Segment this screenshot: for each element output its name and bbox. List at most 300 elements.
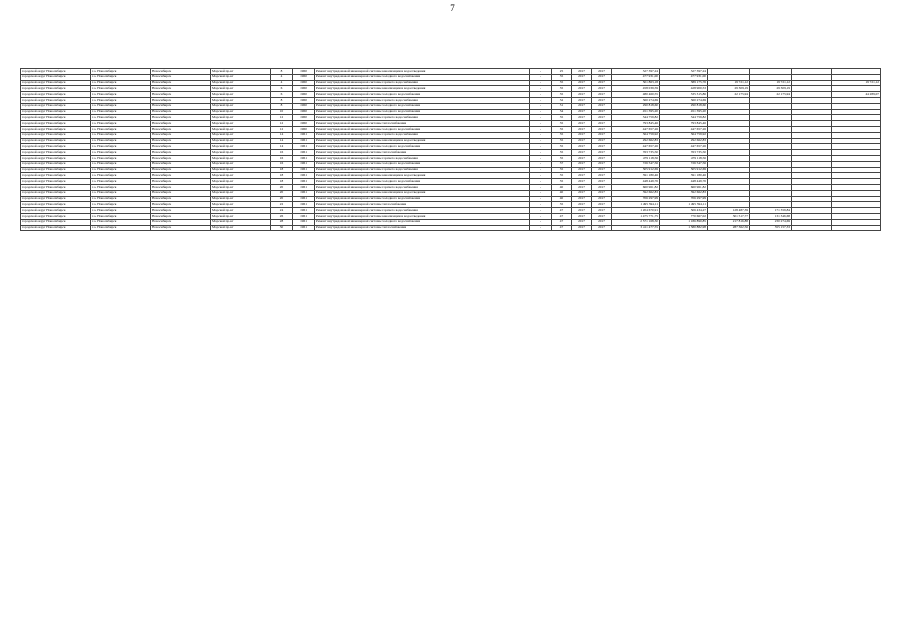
registry-table-wrapper [20,68,880,231]
table-cell: Новосибирск [151,208,211,214]
table-cell: г.о. Новосибирск [91,190,151,196]
table-cell: 30 [271,225,293,231]
table-cell: Морской пр-кт [211,86,271,92]
table-cell: 2017 [592,202,612,208]
table-cell: 35 [552,86,572,92]
table-cell: - [530,179,552,185]
table-cell: 287 362,56 [708,225,750,231]
table-cell: 35 [552,132,572,138]
table-cell: г.о. Новосибирск [91,92,151,98]
table-cell: Ремонт внутридомовой инженерной системы холодного водоснабжения [315,196,530,202]
table-cell: г.о. Новосибирск [91,184,151,190]
table-cell: Новосибирск [151,150,211,156]
table-cell: Новосибирск [151,74,211,80]
table-cell: 327 397,24 [660,69,708,75]
table-cell: городской округ Новосибирск [21,109,91,115]
table-cell: Морской пр-кт [211,219,271,225]
table-cell: 1 580 882,98 [660,225,708,231]
table-cell: Морской пр-кт [211,202,271,208]
table-cell: Новосибирск [151,167,211,173]
table-cell: 763 735,50 [612,150,660,156]
table-row [21,225,881,231]
table-cell: 1960 [293,103,315,109]
table-cell: Новосибирск [151,196,211,202]
table-cell: 447 657,26 [612,126,660,132]
table-cell: 8 [271,97,293,103]
table-cell: - [530,80,552,86]
table-cell: 2017 [572,208,592,214]
table-cell: 1960 [293,121,315,127]
table-cell: городской округ Новосибирск [21,155,91,161]
table-cell: 4 [271,74,293,80]
table-cell: 660 961,82 [660,184,708,190]
table-cell: 793 845,46 [660,121,708,127]
table-cell: 2017 [572,109,592,115]
table-cell: 1961 [293,213,315,219]
table-cell: 35 [552,80,572,86]
table-cell: 1 475 771,75 [612,213,660,219]
table-cell: Морской пр-кт [211,196,271,202]
table-cell: 458 039,59 [612,86,660,92]
table-cell: Ремонт внутридомовой инженерной системы холодного водоснабжения [315,92,530,98]
table-cell: городской округ Новосибирск [21,184,91,190]
table-cell: 2017 [572,202,592,208]
table-cell: городской округ Новосибирск [21,202,91,208]
table-cell: 505 912,69 [660,167,708,173]
table-cell: Морской пр-кт [211,126,271,132]
table-cell: - [530,155,552,161]
table-cell: Новосибирск [151,115,211,121]
table-cell: 344 759,82 [612,115,660,121]
table-cell: 29 309,19 [708,86,750,92]
table-cell: 2017 [592,225,612,231]
table-cell: - [530,196,552,202]
table-cell: Новосибирск [151,190,211,196]
table-cell: городской округ Новосибирск [21,190,91,196]
table-cell: Новосибирск [151,97,211,103]
table-cell: 660 961,82 [612,184,660,190]
table-cell: 19 721,12 [832,80,881,86]
table-cell: Новосибирск [151,213,211,219]
table-cell: 2017 [592,109,612,115]
table-cell: 477 931,00 [612,74,660,80]
table-cell: Морской пр-кт [211,225,271,231]
table-cell: 706 297,99 [612,196,660,202]
table-cell: 1961 [293,161,315,167]
table-cell: городской округ Новосибирск [21,92,91,98]
table-cell [792,225,832,231]
table-cell: 131 346,68 [750,213,792,219]
table-cell: 706 297,99 [660,196,708,202]
table-cell: 1961 [293,225,315,231]
table-cell: г.о. Новосибирск [91,219,151,225]
table-cell: городской округ Новосибирск [21,97,91,103]
table-cell: 47 [552,219,572,225]
table-cell: 506 434,27 [660,208,708,214]
table-cell: Ремонт внутридомовой инженерной системы канализации и водоотведения [315,213,530,219]
table-cell: Новосибирск [151,126,211,132]
table-cell: Морской пр-кт [211,167,271,173]
table-cell: 327 397,24 [612,69,660,75]
table-cell: 2017 [592,69,612,75]
table-cell: 35 [552,155,572,161]
table-cell: - [530,190,552,196]
table-cell: - [530,126,552,132]
table-cell: 355 157,33 [750,225,792,231]
table-cell: 35 [552,92,572,98]
table-cell: 25 [552,69,572,75]
table-cell: - [530,121,552,127]
table-cell: Морской пр-кт [211,80,271,86]
table-cell: г.о. Новосибирск [91,155,151,161]
table-cell: - [530,219,552,225]
table-cell: Новосибирск [151,144,211,150]
table-cell: городской округ Новосибирск [21,219,91,225]
table-cell: городской округ Новосибирск [21,132,91,138]
table-cell: г.о. Новосибирск [91,150,151,156]
table-cell: 2017 [572,150,592,156]
table-cell: Морской пр-кт [211,161,271,167]
table-cell: Новосибирск [151,202,211,208]
table-cell: Ремонт внутридомовой инженерной системы холодного водоснабжения [315,74,530,80]
table-cell: 301 517,77 [708,213,750,219]
table-cell: городской округ Новосибирск [21,69,91,75]
table-cell: 2017 [592,86,612,92]
table-cell: Ремонт внутридомовой инженерной системы горячего водоснабжения [315,208,530,214]
table-cell: 26 [271,213,293,219]
table-cell: г.о. Новосибирск [91,80,151,86]
table-cell: 1960 [293,109,315,115]
table-cell: 2017 [572,97,592,103]
table-cell: 2017 [592,155,612,161]
table-cell: 2017 [572,144,592,150]
table-cell: 2017 [592,80,612,86]
table-cell: 1 495 394,11 [660,202,708,208]
table-cell: Новосибирск [151,92,211,98]
table-cell: 1960 [293,86,315,92]
table-cell: 1961 [293,173,315,179]
table-cell: 2017 [592,196,612,202]
table-cell: - [530,167,552,173]
table-cell: 2017 [592,144,612,150]
table-cell: 360 274,69 [660,97,708,103]
table-cell: Новосибирск [151,179,211,185]
table-cell: 2017 [572,115,592,121]
table-cell: Новосибирск [151,109,211,115]
table-cell: 1 186 890,85 [660,219,708,225]
table-cell: 2017 [592,213,612,219]
table-cell: Морской пр-кт [211,109,271,115]
table-cell: 2017 [572,132,592,138]
table-cell: 392 662,83 [612,190,660,196]
table-cell: - [530,86,552,92]
table-cell: 335 315,86 [660,92,708,98]
table-cell: 217 816,88 [708,219,750,225]
table-cell: 1961 [293,150,315,156]
table-cell: г.о. Новосибирск [91,115,151,121]
table-cell: Ремонт внутридомовой инженерной системы горячего водоснабжения [315,155,530,161]
table-cell: Ремонт внутридомовой инженерной системы горячего водоснабжения [315,97,530,103]
table-cell: - [530,225,552,231]
table-cell: г.о. Новосибирск [91,179,151,185]
table-cell: 16 [271,150,293,156]
table-cell: г.о. Новосибирск [91,167,151,173]
table-cell: Ремонт внутридомовой инженерной системы горячего водоснабжения [315,132,530,138]
table-cell: 2017 [572,173,592,179]
table-cell: 16 [271,155,293,161]
table-cell: 47 [552,208,572,214]
table-cell: 2017 [572,184,592,190]
table-cell: 6 [271,86,293,92]
table-cell: г.о. Новосибирск [91,121,151,127]
table-cell: 726 547,56 [612,161,660,167]
table-cell: 392 662,83 [660,190,708,196]
table-cell: 1960 [293,126,315,132]
table-cell: 448 449,76 [612,179,660,185]
table-cell: 364 759,92 [660,132,708,138]
table-cell: - [530,202,552,208]
table-cell: 128 487,39 [708,208,750,214]
table-cell: 34 [552,109,572,115]
table-cell: 477 931,00 [660,74,708,80]
table-cell: 1960 [293,97,315,103]
table-cell: 14 [271,132,293,138]
table-cell: Новосибирск [151,103,211,109]
table-cell: 35 [552,126,572,132]
table-cell: 479 118,56 [660,155,708,161]
table-cell: г.о. Новосибирск [91,103,151,109]
table-cell: 20 [271,184,293,190]
table-cell: 10 [271,109,293,115]
table-cell: 35 [552,115,572,121]
table-cell: Ремонт внутридомовой инженерной системы холодного водоснабжения [315,219,530,225]
table-cell: городской округ Новосибирск [21,86,91,92]
table-cell: Новосибирск [151,225,211,231]
table-cell: 2017 [572,219,592,225]
table-cell: г.о. Новосибирск [91,196,151,202]
table-cell: 2017 [572,126,592,132]
table-cell: Морской пр-кт [211,213,271,219]
table-cell: - [530,74,552,80]
table-cell: 40 [552,184,572,190]
table-cell: Морской пр-кт [211,173,271,179]
table-cell: 24 [271,208,293,214]
table-cell: Ремонт внутридомовой инженерной системы горячего водоснабжения [315,115,530,121]
table-cell: - [530,132,552,138]
table-cell: 1961 [293,144,315,150]
table-cell: 16 [271,161,293,167]
table-cell: 2017 [592,138,612,144]
table-cell: 29 309,19 [750,86,792,92]
page-number: 7 [450,3,455,13]
table-cell: Ремонт внутридомовой инженерной системы холодного водоснабжения [315,126,530,132]
table-cell: Новосибирск [151,121,211,127]
table-cell: г.о. Новосибирск [91,86,151,92]
table-cell: 12 [271,126,293,132]
table-cell: Новосибирск [151,80,211,86]
table-cell: городской округ Новосибирск [21,103,91,109]
table-cell: 2017 [572,103,592,109]
table-cell: 2017 [572,74,592,80]
table-cell: 19 721,12 [750,80,792,86]
table-cell: 2017 [592,208,612,214]
table-cell: 2017 [592,179,612,185]
table-cell: 451 395,20 [660,109,708,115]
table-cell: городской округ Новосибирск [21,80,91,86]
table-cell: Морской пр-кт [211,155,271,161]
table-cell: - [530,115,552,121]
table-cell: г.о. Новосибирск [91,202,151,208]
table-cell: 2017 [592,161,612,167]
table-cell: 505 912,69 [612,167,660,173]
table-cell: 18 [271,173,293,179]
table-cell: Новосибирск [151,184,211,190]
table-cell: 1961 [293,219,315,225]
table-cell: 447 657,26 [612,144,660,150]
table-cell: 19 721,12 [708,80,750,86]
table-cell: городской округ Новосибирск [21,179,91,185]
table-cell: Морской пр-кт [211,138,271,144]
table-cell: городской округ Новосибирск [21,74,91,80]
table-cell: 292 662,83 [612,138,660,144]
table-cell: Ремонт внутридомовой инженерной системы канализации и водоотведения [315,190,530,196]
table-cell: 40 [552,190,572,196]
table-cell: Морской пр-кт [211,150,271,156]
table-cell: Ремонт внутридомовой инженерной системы канализации и водоотведения [315,86,530,92]
table-cell: 1961 [293,167,315,173]
table-cell: 501 863,18 [612,80,660,86]
table-cell: Морской пр-кт [211,184,271,190]
table-cell: городской округ Новосибирск [21,167,91,173]
table-cell: 1961 [293,138,315,144]
table-cell: г.о. Новосибирск [91,138,151,144]
table-cell: 2017 [572,179,592,185]
table-cell: 35 [552,121,572,127]
table-cell: - [530,103,552,109]
table-cell: Морской пр-кт [211,74,271,80]
table-cell: 2017 [592,184,612,190]
table-cell: 391 180,46 [612,173,660,179]
table-cell: Морской пр-кт [211,97,271,103]
table-cell: 1961 [293,202,315,208]
table-cell: 18 [271,167,293,173]
table-cell: г.о. Новосибирск [91,173,151,179]
table-cell: Новосибирск [151,161,211,167]
table-cell: 37 [552,161,572,167]
table-cell: городской округ Новосибирск [21,115,91,121]
table-cell: 2017 [592,126,612,132]
table-cell: городской округ Новосибирск [21,150,91,156]
table-cell: Ремонт внутридомовой инженерной системы горячего водоснабжения [315,80,530,86]
table-cell: Морской пр-кт [211,115,271,121]
table-cell: 2017 [572,69,592,75]
table-cell: Ремонт внутридомовой инженерной системы холодного водоснабжения [315,179,530,185]
table-cell: городской округ Новосибирск [21,196,91,202]
table-cell: 35 [552,179,572,185]
table-cell: 344 759,82 [660,115,708,121]
table-cell: 2 571 168,30 [612,219,660,225]
table-cell: 1961 [293,132,315,138]
table-cell: 2017 [572,86,592,92]
table-cell: 2017 [572,155,592,161]
table-cell: 2017 [592,132,612,138]
table-cell: городской округ Новосибирск [21,213,91,219]
table-cell: городской округ Новосибирск [21,144,91,150]
table-cell: Ремонт внутридомовой инженерной системы канализации и водоотведения [315,138,530,144]
table-cell: - [530,69,552,75]
table-cell: 389 175,76 [660,80,708,86]
table-cell: 1961 [293,190,315,196]
table-cell: г.о. Новосибирск [91,225,151,231]
table-cell: - [530,213,552,219]
table-cell: - [530,144,552,150]
table-cell: г.о. Новосибирск [91,208,151,214]
table-cell: 364 759,92 [612,132,660,138]
table-cell: 2017 [572,92,592,98]
table-cell: - [530,184,552,190]
table-cell: 2017 [592,97,612,103]
table-cell: 32 [552,97,572,103]
table-cell: Новосибирск [151,86,211,92]
table-cell: Морской пр-кт [211,69,271,75]
table-cell: 451 395,20 [612,109,660,115]
table-cell: 2017 [592,167,612,173]
table-cell: 2017 [572,167,592,173]
table-cell: 1960 [293,74,315,80]
table-cell: 290 818,60 [660,103,708,109]
table-cell: 1961 [293,196,315,202]
table-cell: Новосибирск [151,132,211,138]
table-cell: 2017 [592,92,612,98]
table-cell: 2017 [572,161,592,167]
table-cell: 20 [271,190,293,196]
table-cell: Ремонт внутридомовой инженерной системы холодного водоснабжения [315,161,530,167]
table-cell: 20 [271,196,293,202]
table-cell: - [530,161,552,167]
table-cell: 12 [271,121,293,127]
table-cell: 2017 [572,213,592,219]
table-cell: 2017 [592,103,612,109]
table-cell: 292 662,83 [660,138,708,144]
table-cell: 793 845,46 [612,121,660,127]
table-cell: 8 [271,69,293,75]
table-cell: 290 818,60 [612,103,660,109]
table-cell: 726 547,56 [660,161,708,167]
table-cell: 230 274,69 [750,219,792,225]
table-cell: 2017 [572,121,592,127]
table-cell: Морской пр-кт [211,121,271,127]
table-cell: 22 175,94 [750,92,792,98]
table-cell: Новосибирск [151,155,211,161]
table-cell: городской округ Новосибирск [21,173,91,179]
table-cell: Ремонт внутридомовой инженерной системы канализации и водоотведения [315,173,530,179]
table-cell: Новосибирск [151,219,211,225]
table-cell: 1961 [293,179,315,185]
table-cell: 763 735,50 [660,150,708,156]
table-cell: 35 [552,173,572,179]
table-cell: г.о. Новосибирск [91,69,151,75]
table-cell: 22 175,94 [708,92,750,98]
table-cell: Ремонт внутридомовой инженерной системы теплоснабжения [315,202,530,208]
table-cell: 2017 [592,190,612,196]
table-cell: городской округ Новосибирск [21,225,91,231]
table-cell: - [530,109,552,115]
table-cell: Ремонт внутридомовой инженерной системы холодного водоснабжения [315,109,530,115]
table-cell: 35 [552,167,572,173]
table-cell: 4 [271,80,293,86]
table-cell: г.о. Новосибирск [91,132,151,138]
table-cell: 1960 [293,69,315,75]
